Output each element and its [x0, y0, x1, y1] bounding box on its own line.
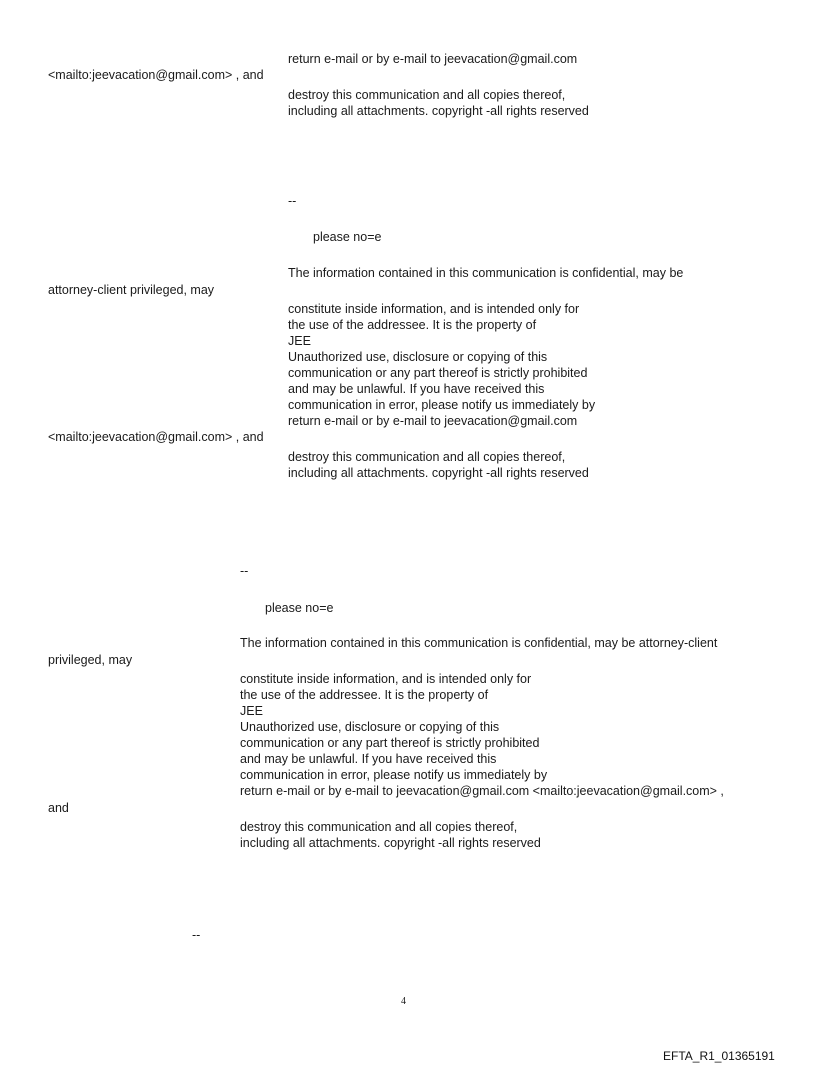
block2-destroy-line: destroy this communication and all copies thereof, — [288, 450, 566, 464]
block2-info-line: The information contained in this communication is confidential, may be — [288, 266, 684, 280]
page-number: 4 — [401, 996, 406, 1007]
document-id: EFTA_R1_01365191 — [663, 1049, 775, 1063]
block2-jee-line: JEE — [288, 334, 311, 348]
block3-and-line: and — [48, 801, 69, 815]
block2-error-line: communication in error, please notify us immediately by — [288, 398, 596, 412]
block3-privileged-line: privileged, may — [48, 653, 133, 667]
block3-please-note: please no=e — [265, 601, 334, 615]
block1-including-line: including all attachments. copyright -all rights reserved — [288, 104, 589, 118]
block2-mailto-link[interactable]: <mailto:jeevacation@gmail.com> , and — [48, 430, 264, 444]
block3-unlawful-line: and may be unlawful. If you have received this — [240, 752, 497, 766]
block2-privileged-line: attorney-client privileged, may — [48, 283, 215, 297]
block3-info-line: The information contained in this communication is confidential, may be attorney-client — [240, 636, 718, 650]
block1-destroy-line: destroy this communication and all copies thereof, — [288, 88, 566, 102]
block2-use-line: the use of the addressee. It is the property of — [288, 318, 537, 332]
block2-unauthorized-line: Unauthorized use, disclosure or copying of this — [288, 350, 548, 364]
block3-including-line: including all attachments. copyright -all rights reserved — [240, 836, 541, 850]
block2-return-line: return e-mail or by e-mail to jeevacation@gmail.com — [288, 414, 578, 428]
block3-destroy-line: destroy this communication and all copies thereof, — [240, 820, 518, 834]
trailing-separator: -- — [192, 928, 201, 942]
block2-constitute-line: constitute inside information, and is intended only for — [288, 302, 580, 316]
block2-communication-line: communication or any part thereof is strictly prohibited — [288, 366, 588, 380]
block1-return-line: return e-mail or by e-mail to jeevacation@gmail.com — [288, 52, 578, 66]
block2-please-note: please no=e — [313, 230, 382, 244]
block3-error-line: communication in error, please notify us immediately by — [240, 768, 548, 782]
block3-unauthorized-line: Unauthorized use, disclosure or copying of this — [240, 720, 500, 734]
block3-constitute-line: constitute inside information, and is intended only for — [240, 672, 532, 686]
block2-including-line: including all attachments. copyright -all rights reserved — [288, 466, 589, 480]
block3-use-line: the use of the addressee. It is the property of — [240, 688, 489, 702]
block2-unlawful-line: and may be unlawful. If you have received this — [288, 382, 545, 396]
block1-mailto-link[interactable]: <mailto:jeevacation@gmail.com> , and — [48, 68, 264, 82]
block3-separator: -- — [240, 564, 249, 578]
block2-separator: -- — [288, 194, 297, 208]
block3-jee-line: JEE — [240, 704, 263, 718]
block3-return-line: return e-mail or by e-mail to jeevacation@gmail.com <mailto:jeevacation@gmail.com> , — [240, 784, 724, 798]
block3-communication-line: communication or any part thereof is strictly prohibited — [240, 736, 540, 750]
